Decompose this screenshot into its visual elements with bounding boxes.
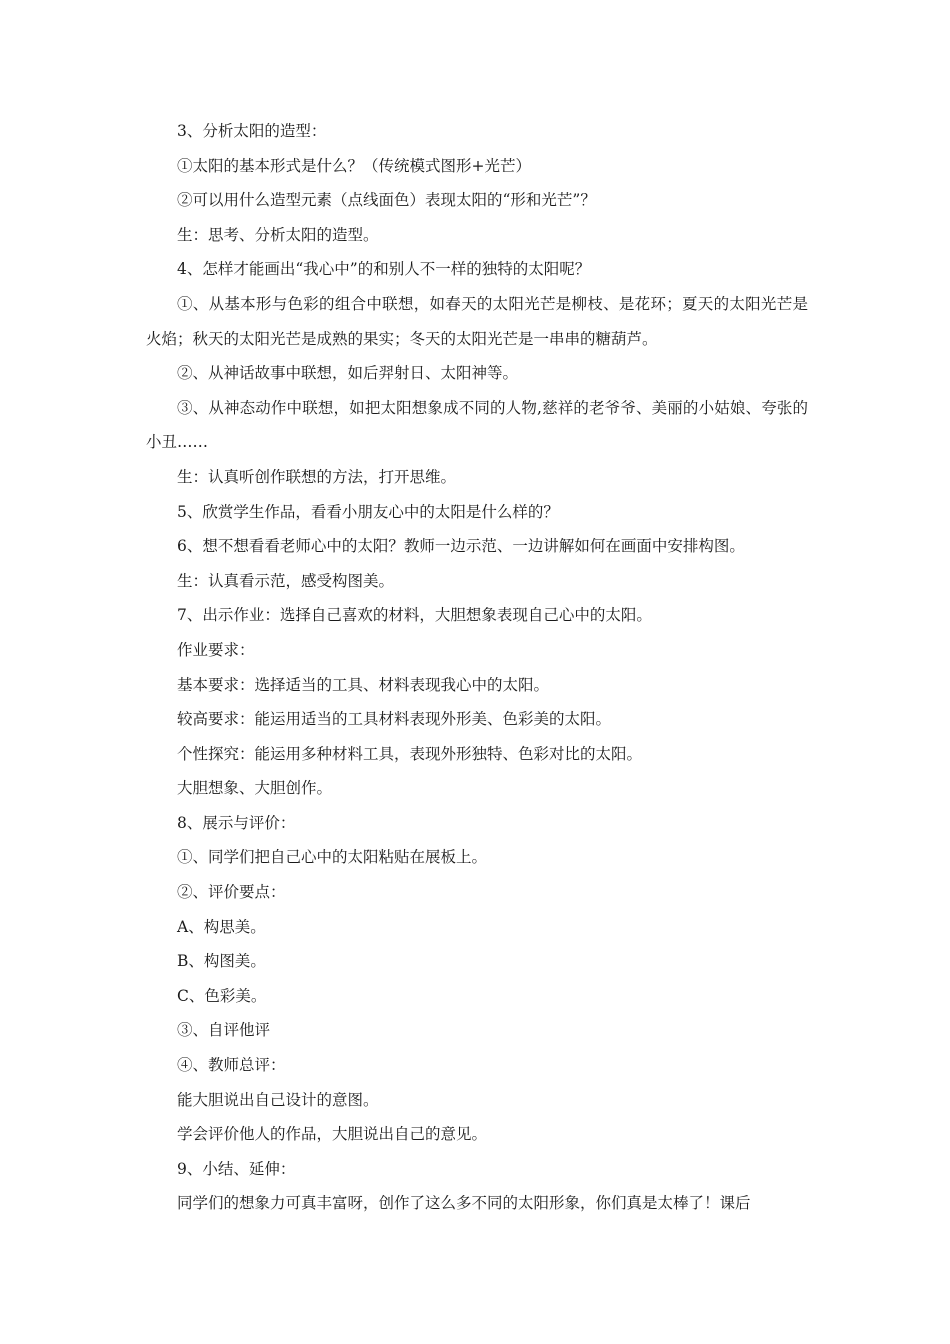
association-point-2: ②、从神话故事中联想，如后羿射日、太阳神等。 bbox=[177, 364, 519, 383]
association-point-1: ①、从基本形与色彩的组合中联想，如春天的太阳光芒是柳枝、是花环；夏天的太阳光芒是火焰；秋天的太阳光芒是成熟的果实；冬天的太阳光芒是一串串的糖葫芦。 bbox=[146, 294, 808, 348]
higher-requirement: 较高要求：能运用适当的工具材料表现外形美、色彩美的太阳。 bbox=[177, 710, 612, 729]
section-heading-3: 3、分析太阳的造型： bbox=[177, 122, 327, 140]
evaluation-point-c: C、色彩美。 bbox=[177, 986, 267, 1005]
question-1: ①太阳的基本形式是什么？（传统模式图形+光芒） bbox=[177, 156, 531, 175]
student-activity: 生：认真听创作联想的方法，打开思维。 bbox=[177, 467, 457, 486]
bold-creation-note: 大胆想象、大胆创作。 bbox=[177, 779, 333, 798]
assignment-heading: 作业要求： bbox=[177, 640, 255, 659]
question-2: ②可以用什么造型元素（点线面色）表现太阳的“形和光芒”？ bbox=[177, 191, 596, 210]
summary-point-1: 能大胆说出自己设计的意图。 bbox=[177, 1090, 379, 1109]
summary-point-2: 学会评价他人的作品，大胆说出自己的意见。 bbox=[177, 1125, 488, 1144]
evaluation-point-b: B、构图美。 bbox=[177, 952, 266, 971]
evaluation-point-a: A、构思美。 bbox=[177, 917, 266, 936]
section-heading-9: 9、小结、延伸： bbox=[177, 1159, 296, 1178]
student-activity: 生：认真看示范，感受构图美。 bbox=[177, 571, 395, 590]
student-activity: 生：思考、分析太阳的造型。 bbox=[177, 225, 379, 244]
teacher-summary-heading: ④、教师总评： bbox=[177, 1056, 286, 1075]
individual-exploration: 个性探究：能运用多种材料工具，表现外形独特、色彩对比的太阳。 bbox=[177, 744, 643, 763]
section-heading-8: 8、展示与评价： bbox=[177, 813, 296, 832]
basic-requirement: 基本要求：选择适当的工具、材料表现我心中的太阳。 bbox=[177, 675, 550, 694]
association-point-3: ③、从神态动作中联想，如把太阳想象成不同的人物,慈祥的老爷爷、美丽的小姑娘、夸张的小丑…… bbox=[146, 398, 808, 452]
section-heading-5: 5、欣赏学生作品，看看小朋友心中的太阳是什么样的？ bbox=[177, 502, 559, 521]
display-step-1: ①、同学们把自己心中的太阳粘贴在展板上。 bbox=[177, 848, 488, 867]
section-heading-4: 4、怎样才能画出“我心中”的和别人不一样的独特的太阳呢？ bbox=[177, 260, 591, 279]
closing-paragraph: 同学们的想象力可真丰富呀，创作了这么多不同的太阳形象，你们真是太棒了！课后 bbox=[177, 1194, 751, 1213]
document-body bbox=[146, 114, 808, 1221]
evaluation-points-heading: ②、评价要点： bbox=[177, 883, 286, 902]
section-heading-6: 6、想不想看看老师心中的太阳？教师一边示范、一边讲解如何在画面中安排构图。 bbox=[177, 537, 745, 556]
self-peer-evaluation: ③、自评他评 bbox=[177, 1021, 271, 1040]
section-heading-7: 7、出示作业：选择自己喜欢的材料，大胆想象表现自己心中的太阳。 bbox=[177, 606, 652, 625]
